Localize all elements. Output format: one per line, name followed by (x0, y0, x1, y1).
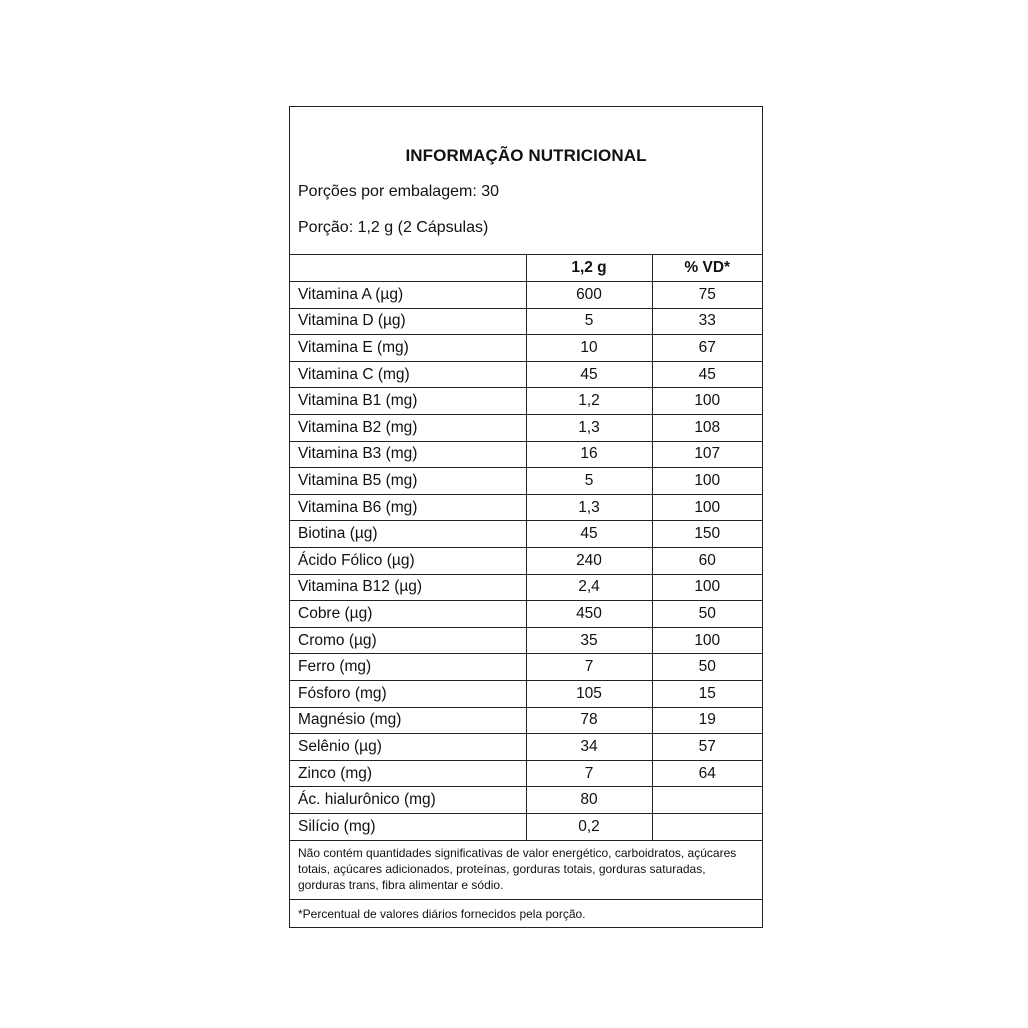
portion-size: Porção: 1,2 g (2 Cápsulas) (298, 219, 489, 236)
nutrient-amount: 1,3 (526, 415, 652, 442)
table-header-row (290, 255, 762, 282)
nutrient-name: Ác. hialurônico (mg) (290, 787, 526, 814)
nutrient-amount: 240 (526, 548, 652, 575)
nutrient-name: Vitamina E (mg) (290, 335, 526, 362)
table-row (290, 681, 762, 708)
nutrient-daily-value: 64 (652, 760, 762, 787)
nutrient-name: Zinco (mg) (290, 760, 526, 787)
table-row (290, 415, 762, 442)
table-row (290, 574, 762, 601)
table-row (290, 388, 762, 415)
nutrient-name: Selênio (µg) (290, 734, 526, 761)
nutrition-facts-label (289, 106, 763, 928)
daily-value-footnote: *Percentual de valores diários fornecidos pela porção. (298, 906, 586, 921)
table-row (290, 787, 762, 814)
nutrient-name: Vitamina B6 (mg) (290, 494, 526, 521)
nutrient-name: Cobre (µg) (290, 601, 526, 628)
nutrient-name: Vitamina D (µg) (290, 308, 526, 335)
nutrient-name: Vitamina C (mg) (290, 361, 526, 388)
label-header (290, 107, 762, 255)
nutrient-name: Vitamina B5 (mg) (290, 468, 526, 495)
nutrient-amount: 34 (526, 734, 652, 761)
nutrient-amount: 5 (526, 468, 652, 495)
table-row (290, 468, 762, 495)
nutrient-name: Ferro (mg) (290, 654, 526, 681)
table-row (290, 548, 762, 575)
nutrient-name: Cromo (µg) (290, 627, 526, 654)
table-row (290, 308, 762, 335)
table-row (290, 441, 762, 468)
column-header-amount: 1,2 g (526, 255, 652, 282)
table-row (290, 521, 762, 548)
table-row (290, 813, 762, 840)
nutrient-name: Biotina (µg) (290, 521, 526, 548)
nutrient-amount: 105 (526, 681, 652, 708)
nutrient-name: Vitamina B3 (mg) (290, 441, 526, 468)
nutrient-name: Vitamina B12 (µg) (290, 574, 526, 601)
servings-per-package: Porções por embalagem: 30 (298, 183, 499, 200)
nutrient-amount: 16 (526, 441, 652, 468)
nutrient-amount: 80 (526, 787, 652, 814)
column-header-daily-value: % VD* (652, 255, 762, 282)
table-row (290, 494, 762, 521)
nutrient-amount: 45 (526, 521, 652, 548)
nutrient-amount: 35 (526, 627, 652, 654)
nutrient-daily-value: 75 (652, 282, 762, 309)
nutrient-amount: 5 (526, 308, 652, 335)
nutrient-daily-value: 57 (652, 734, 762, 761)
nutrient-daily-value (652, 813, 762, 840)
table-row (290, 282, 762, 309)
nutrient-amount: 10 (526, 335, 652, 362)
table-row (290, 734, 762, 761)
nutrient-daily-value: 33 (652, 308, 762, 335)
nutrient-daily-value: 100 (652, 388, 762, 415)
nutrient-name: Vitamina B2 (mg) (290, 415, 526, 442)
column-header-nutrient (290, 255, 526, 282)
table-row (290, 335, 762, 362)
nutrient-daily-value: 108 (652, 415, 762, 442)
nutrient-daily-value: 60 (652, 548, 762, 575)
nutrient-daily-value: 67 (652, 335, 762, 362)
nutrient-name: Vitamina A (µg) (290, 282, 526, 309)
nutrient-table (290, 255, 762, 841)
nutrient-name: Ácido Fólico (µg) (290, 548, 526, 575)
nutrient-daily-value: 100 (652, 627, 762, 654)
nutrient-amount: 7 (526, 760, 652, 787)
table-row (290, 361, 762, 388)
nutrient-daily-value: 15 (652, 681, 762, 708)
nutrient-daily-value: 150 (652, 521, 762, 548)
nutrient-daily-value: 100 (652, 494, 762, 521)
nutrient-name: Magnésio (mg) (290, 707, 526, 734)
insignificant-amounts-note: Não contém quantidades significativas de valor energético, carboidratos, açúcares totais, açúcares adicionados, proteínas, gorduras totais, gorduras saturadas, gorduras trans, fibra alimentar e sódio. (290, 841, 762, 900)
table-row (290, 654, 762, 681)
nutrient-amount: 2,4 (526, 574, 652, 601)
nutrient-amount: 450 (526, 601, 652, 628)
nutrient-amount: 1,3 (526, 494, 652, 521)
nutrient-daily-value (652, 787, 762, 814)
nutrient-name: Silício (mg) (290, 813, 526, 840)
label-title: INFORMAÇÃO NUTRICIONAL (405, 146, 647, 165)
nutrient-daily-value: 50 (652, 654, 762, 681)
nutrient-name: Vitamina B1 (mg) (290, 388, 526, 415)
table-row (290, 601, 762, 628)
table-row (290, 707, 762, 734)
nutrient-daily-value: 45 (652, 361, 762, 388)
nutrient-amount: 600 (526, 282, 652, 309)
nutrient-amount: 45 (526, 361, 652, 388)
table-row (290, 760, 762, 787)
nutrient-amount: 0,2 (526, 813, 652, 840)
nutrient-daily-value: 107 (652, 441, 762, 468)
nutrient-daily-value: 19 (652, 707, 762, 734)
nutrient-amount: 1,2 (526, 388, 652, 415)
nutrient-amount: 7 (526, 654, 652, 681)
nutrient-daily-value: 100 (652, 574, 762, 601)
nutrient-name: Fósforo (mg) (290, 681, 526, 708)
table-row (290, 627, 762, 654)
nutrient-amount: 78 (526, 707, 652, 734)
nutrient-daily-value: 50 (652, 601, 762, 628)
nutrient-daily-value: 100 (652, 468, 762, 495)
